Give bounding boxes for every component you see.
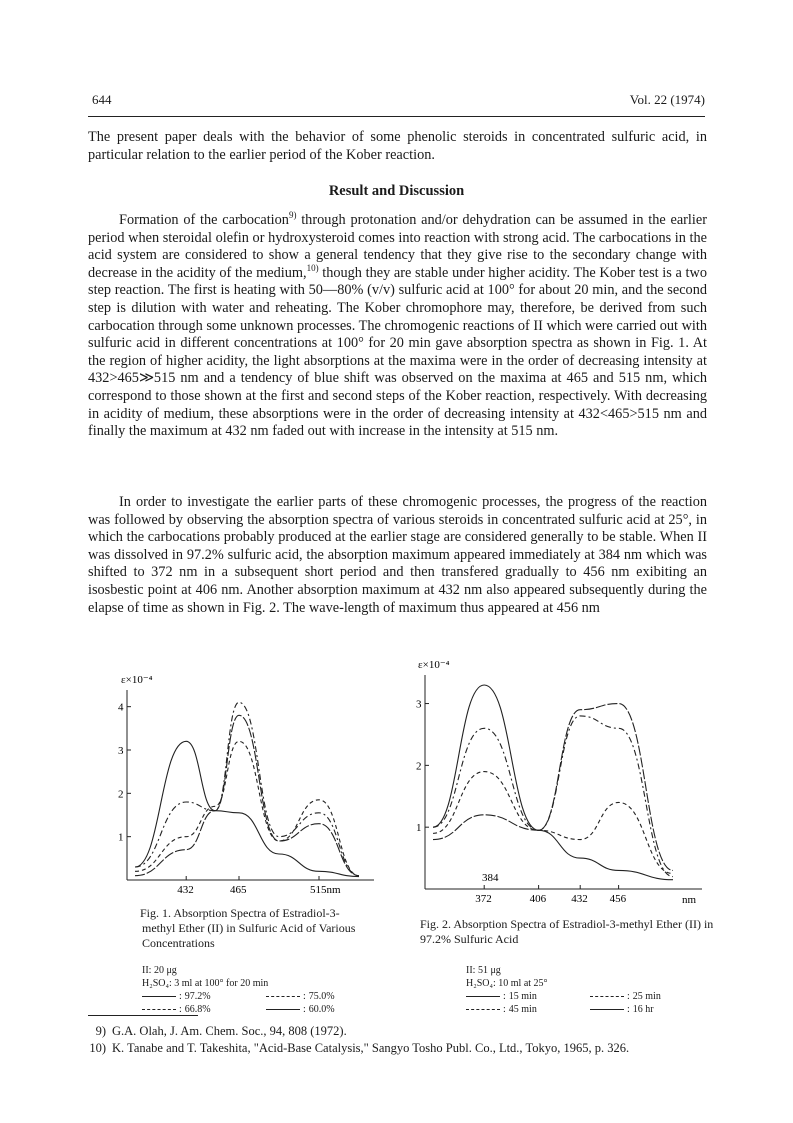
y-tick-label: 4 [118,701,124,714]
series-line-45-min [433,772,673,874]
footnote-9 [88,1023,728,1039]
figure-1-chart [112,670,382,910]
y-tick-label: 3 [416,698,422,711]
footnote-text: G.A. Olah, J. Am. Chem. Soc., 94, 808 (1972). [112,1024,347,1038]
discussion-paragraph-2: In order to investigate the earlier parts of these chromogenic processes, the progress of the reaction was followed by observing the absorption spectra of various steroids in concentrated sulfuric acid at 25°, in which the carbocations probably produced at the earlier stage are considered generally to be stable. When II was dissolved in 97.2% sulfuric acid, the absorption maximum appeared immediately at 384 nm which was shifted to 372 nm in a subsequent short period and then transfered gradually to 456 nm exibiting an isosbestic point at 406 nm. Another absorption maximum at 432 nm also appeared subsequently during the elapse of time as shown in Fig. 2. The wave-length of maximum thus appeared at 456 nm [88,494,707,616]
legend-swatch-solid [466,996,500,997]
legend-label: 75.0% [308,991,335,1002]
fig2-series [433,685,673,880]
series-line-97-2- [135,741,359,876]
fig2-legend-row-1 [466,990,710,1003]
ref-10: 10) [306,263,319,274]
legend-swatch-dashdot [266,996,300,997]
p2-part2: through protonation and/or dehydration can be assumed in the earlier period when steroidal olefin or hydroxysteroid comes into reaction with strong acid. The carbocations in the acid system are considered to show a general tendency that they give rise to the secondary change with decrease in the acidity of the medium, [88,212,707,281]
y-tick-label: 2 [118,788,124,801]
legend-swatch-long [266,1009,300,1010]
x-tick-label: 372 [475,893,492,905]
fig1-series [135,702,359,876]
figure-2-svg [404,655,704,910]
legend-swatch-long [590,1009,624,1010]
discussion-paragraph-1 [88,212,707,441]
x-tick-label: 432 [177,884,194,896]
fig1-caption-text: Fig. 1. Absorption Spectra of Estradiol-3-methyl Ether (II) in Sulfuric Acid of Various Concentrations [140,906,356,950]
figure-1-svg [112,670,382,905]
fig2-x-ticks [475,885,626,905]
y-tick-label: 1 [118,831,124,844]
legend-item: : 25 min [590,990,710,1003]
x-tick-label: 515nm [310,884,341,896]
legend-swatch-dashdot [466,1009,500,1010]
section-title: Result and Discussion [328,183,465,199]
legend-label: 60.0% [308,1004,335,1015]
fig2-x-label: nm [682,894,697,906]
fig2-condition-1: II: 51 μg [466,965,501,976]
legend-swatch-dashed [142,1009,176,1010]
legend-swatch-dashed [590,996,624,997]
legend-item: : 60.0% [266,1003,386,1016]
intro-paragraph: The present paper deals with the behavior of some phenolic steroids in concentrated sulfuric acid, in particular relation to the earlier period of the Kober reaction. [88,129,707,163]
series-line-15-min [433,685,673,880]
legend-swatch-solid [142,996,176,997]
p2-part3: though they are stable under higher acidity. The Kober test is a two step reaction. The first is heating with 50—80% (v/v) sulfuric acid at 100° for about 20 min, and the second step is dilution with water and reheating. The Kober chromophore may, therefore, be derived from such carbocation through some unknown processes. The chromogenic reactions of II which were carried out with sulfuric acid in different concentrations at 100° for 20 min gave absorption spectra as shown in Fig. 1. At the region of higher acidity, the light absorptions at the maxima were in the order of decreasing intensity at 432>465≫515 nm and a tendency of blue shift was observed on the maxima at 465 and 515 nm, which correspond to those shown at the first and second steps of the Kober reaction, respectively. With decreasing in acidity of medium, these absorptions were in the order of decreasing intensity at 432<465>515 nm and finally the maximum at 432 nm faded out with increase in the intensity at 515 nm. [88,264,707,440]
fig1-condition-2: H₂SO₄: 3 ml at 100° for 20 min [142,978,269,989]
y-tick-label: 2 [416,760,422,773]
series-line-75-0- [135,702,359,875]
fig2-caption-text: Fig. 2. Absorption Spectra of Estradiol-3-methyl Ether (II) in 97.2% Sulfuric Acid [420,917,714,946]
fig1-y-label: ε×10⁻⁴ [121,674,153,686]
legend-label: 16 hr [632,1004,654,1015]
fig2-y-label: ε×10⁻⁴ [418,659,450,671]
journal-volume: Vol. 22 (1974) [629,92,705,107]
footnote-number: 9) [95,1024,106,1038]
y-tick-label: 3 [118,745,124,757]
legend-label: 97.2% [184,991,211,1002]
legend-item: : 16 hr [590,1003,710,1016]
p2-part1: Formation of the carbocation [119,212,289,228]
y-tick-label: 1 [416,822,422,835]
legend-item: : 97.2% [142,990,262,1003]
x-tick-label: 406 [529,893,547,905]
figure-2-chart [404,655,704,915]
annotation-label: 384 [482,872,499,884]
legend-label: 45 min [508,1004,537,1015]
legend-item: : 66.8% [142,1003,262,1016]
fig1-x-ticks [177,876,341,896]
footnote-number: 10) [89,1041,106,1055]
figure-1-legend [142,964,386,1016]
ref-9: 9) [288,210,297,221]
legend-label: 66.8% [184,1004,211,1015]
series-line-16-hr [433,704,673,871]
series-line-60-0- [135,715,359,875]
legend-label: 15 min [508,991,537,1002]
figure-2-legend [466,964,710,1016]
legend-label: 25 min [632,991,661,1002]
fig2-legend-row-2 [466,1003,710,1016]
legend-item: : 15 min [466,990,586,1003]
fig1-y-ticks [118,702,131,844]
fig1-legend-row-1 [142,990,386,1003]
x-tick-label: 465 [230,884,247,896]
fig2-y-ticks [416,699,429,835]
footnote-rule [88,1015,198,1016]
page-number: 644 [92,92,112,107]
figure-2-caption [420,917,720,947]
legend-item: : 75.0% [266,990,386,1003]
fig1-condition-1: II: 20 μg [142,965,177,976]
fig2-condition-2: H₂SO₄: 10 ml at 25° [466,978,548,989]
footnote-text: K. Tanabe and T. Takeshita, "Acid-Base Catalysis," Sangyo Tosho Publ. Co., Ltd., Tokyo, 1965, p. 326. [112,1041,630,1055]
x-tick-label: 432 [571,893,588,905]
figure-1-caption [132,906,372,951]
fig2-annotations [482,872,499,884]
legend-item: : 45 min [466,1003,586,1016]
footnote-10 [88,1040,728,1056]
header-rule [88,116,705,117]
x-tick-label: 456 [609,893,627,905]
